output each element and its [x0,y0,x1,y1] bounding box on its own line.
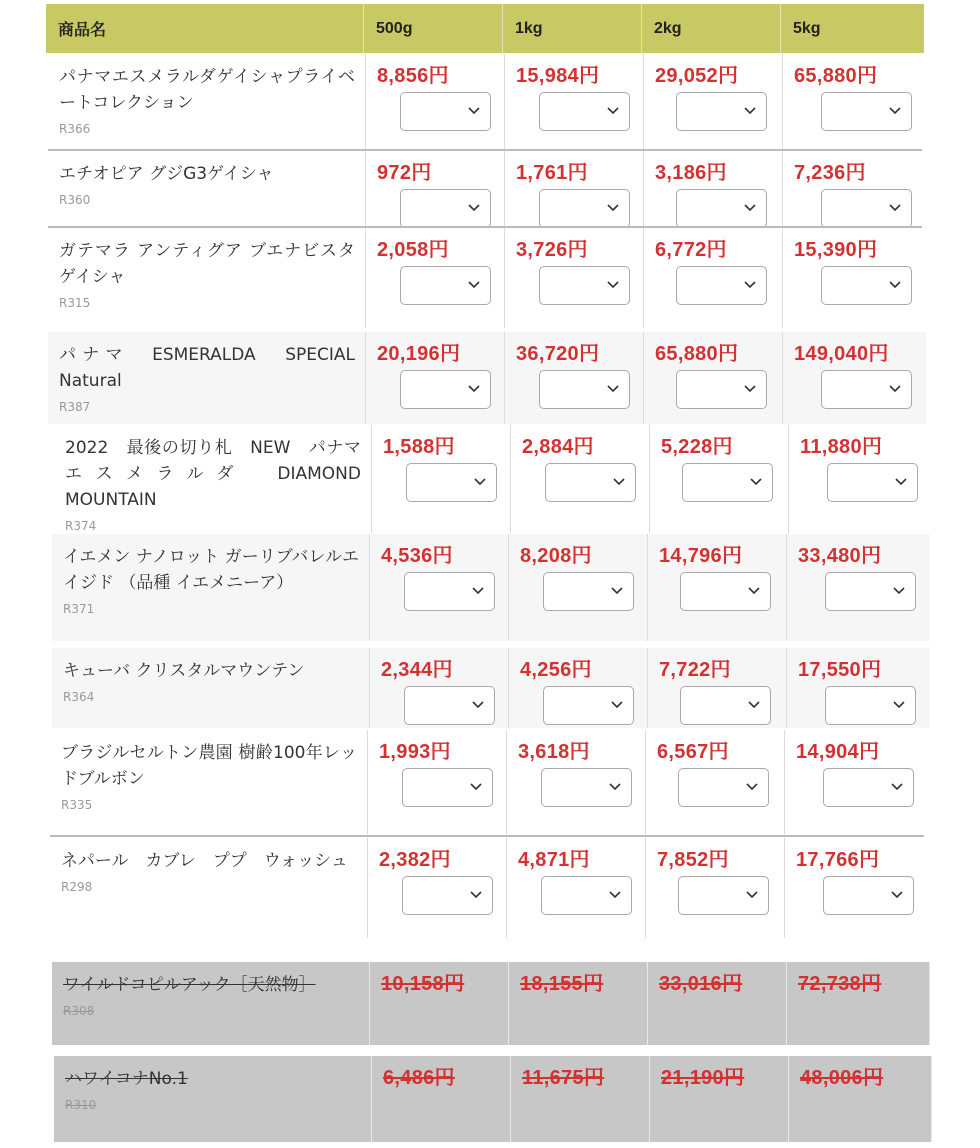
chevron-down-icon [746,891,758,899]
price-value: 8,208円 [520,545,592,567]
price-value: 3,618円 [518,741,590,763]
quantity-select[interactable] [682,463,773,502]
product-name-cell [54,425,378,533]
product-code: R374 [65,519,97,533]
price-cell [370,962,509,1045]
quantity-select[interactable] [676,92,767,131]
quantity-select[interactable] [404,572,495,611]
quantity-select[interactable] [680,686,771,725]
price-cell [648,648,787,728]
chevron-down-icon [744,281,756,289]
table-row [52,962,930,1045]
product-name: ブラジルセルトン農園 樹齢100年レッドブルボン [61,743,357,789]
chevron-down-icon [468,107,480,115]
product-name-cell [50,838,368,938]
chevron-down-icon [889,107,901,115]
chevron-down-icon [891,891,903,899]
product-name-cell [48,151,366,226]
price-cell [505,151,644,226]
price-cell [650,1056,789,1142]
price-cell [785,730,928,835]
price-value: 2,344円 [381,659,453,681]
price-value: 2,058円 [377,239,449,261]
price-value: 972円 [377,162,432,184]
quantity-select[interactable] [680,572,771,611]
product-name-cell [52,962,370,1045]
price-value: 17,766円 [796,849,880,871]
chevron-down-icon [474,478,486,486]
chevron-down-icon [609,891,621,899]
price-cell [644,54,783,149]
product-name-cell [52,648,370,728]
quantity-select[interactable] [400,92,491,131]
price-cell [511,425,650,533]
quantity-select[interactable] [676,266,767,305]
price-value: 15,390円 [794,239,878,261]
chevron-down-icon [746,783,758,791]
price-value: 36,720円 [516,343,600,365]
price-value: 72,738円 [798,973,882,995]
product-name: パナマエスメラルダゲイシャプライベートコレクション [59,67,355,113]
price-value: 14,904円 [796,741,880,763]
quantity-select[interactable] [821,266,912,305]
price-value: 48,006円 [800,1067,884,1089]
price-cell [368,730,507,835]
product-name-cell [52,534,370,641]
product-name: パナマ ESMERALDA SPECIAL Natural [59,345,372,391]
product-name: 2022 最後の切り札 NEW パナマ エスメラルダ DIAMOND MOUNTAIN [65,438,378,510]
chevron-down-icon [468,204,480,212]
chevron-down-icon [607,385,619,393]
quantity-select[interactable] [678,876,769,915]
chevron-down-icon [611,701,623,709]
header-product-name: 商品名 [46,4,364,53]
price-cell [507,838,646,938]
price-cell [509,962,648,1045]
price-value: 20,196円 [377,343,461,365]
price-cell [646,838,785,938]
price-cell [783,54,926,149]
table-header [46,4,924,53]
price-cell [505,228,644,328]
price-value: 4,871円 [518,849,590,871]
price-cell [366,151,505,226]
chevron-down-icon [470,891,482,899]
quantity-select[interactable] [676,370,767,409]
chevron-down-icon [895,478,907,486]
quantity-select[interactable] [543,686,634,725]
quantity-select[interactable] [823,768,914,807]
product-name: エチオピア グジG3ゲイシャ [59,164,274,184]
product-name-cell [54,1056,372,1142]
chevron-down-icon [613,478,625,486]
price-cell [648,962,787,1045]
quantity-select[interactable] [541,876,632,915]
product-name: ハワイコナNo.1 [65,1069,188,1089]
price-cell [366,332,505,424]
quantity-select[interactable] [539,266,630,305]
price-cell [509,534,648,641]
chevron-down-icon [893,587,905,595]
table-row [50,730,928,835]
table-row [52,648,930,728]
table-row [52,534,930,641]
product-code: R298 [61,880,93,894]
price-value: 65,880円 [794,65,878,87]
price-value: 1,761円 [516,162,588,184]
product-code: R335 [61,798,93,812]
product-code: R360 [59,193,91,207]
price-cell [372,425,511,533]
price-cell [505,54,644,149]
price-cell [505,332,644,424]
chevron-down-icon [470,783,482,791]
chevron-down-icon [891,783,903,791]
price-cell [370,534,509,641]
price-value: 2,884円 [522,436,594,458]
price-value: 2,382円 [379,849,451,871]
price-value: 3,186円 [655,162,727,184]
price-value: 1,993円 [379,741,451,763]
price-cell [372,1056,511,1142]
quantity-select[interactable] [402,876,493,915]
price-cell [366,54,505,149]
product-code: R366 [59,122,91,136]
product-name-cell [48,332,372,424]
price-cell [787,534,930,641]
quantity-select[interactable] [821,370,912,409]
price-value: 17,550円 [798,659,882,681]
header-size-1kg: 1kg [503,4,642,53]
price-value: 18,155円 [520,973,604,995]
quantity-select[interactable] [539,370,630,409]
price-value: 6,486円 [383,1067,455,1089]
quantity-select[interactable] [400,266,491,305]
price-cell [366,228,505,328]
price-value: 7,722円 [659,659,731,681]
price-value: 4,256円 [520,659,592,681]
price-cell [787,648,930,728]
quantity-select[interactable] [539,92,630,131]
chevron-down-icon [893,701,905,709]
product-name: ワイルドコピルアック［天然物］ [63,975,316,995]
price-value: 149,040円 [794,343,889,365]
price-cell [789,1056,932,1142]
price-cell [783,151,926,226]
chevron-down-icon [472,701,484,709]
chevron-down-icon [609,783,621,791]
quantity-select[interactable] [821,189,912,228]
quantity-select[interactable] [823,876,914,915]
chevron-down-icon [744,204,756,212]
price-cell [644,332,783,424]
chevron-down-icon [744,107,756,115]
price-cell [783,332,926,424]
chevron-down-icon [607,107,619,115]
price-value: 65,880円 [655,343,739,365]
chevron-down-icon [468,385,480,393]
price-value: 33,016円 [659,973,743,995]
product-code: R387 [59,400,91,414]
product-name-cell [50,730,368,835]
product-code: R308 [63,1004,95,1018]
price-cell [646,730,785,835]
quantity-select[interactable] [676,189,767,228]
product-name: ガテマラ アンティグア ブエナビスタゲイシャ [59,241,355,287]
table-row [48,332,926,424]
chevron-down-icon [468,281,480,289]
quantity-select[interactable] [541,768,632,807]
table-row [48,151,926,226]
price-value: 8,856円 [377,65,449,87]
product-name: イエメン ナノロット ガーリブバレルエイジド （品種 イエメニーア） [63,547,359,593]
quantity-select[interactable] [400,189,491,228]
price-value: 4,536円 [381,545,453,567]
chevron-down-icon [744,385,756,393]
table-row [50,838,928,938]
product-code: R364 [63,690,95,704]
price-value: 7,852円 [657,849,729,871]
price-value: 3,726円 [516,239,588,261]
price-value: 5,228円 [661,436,733,458]
chevron-down-icon [611,587,623,595]
price-value: 7,236円 [794,162,866,184]
product-code: R310 [65,1098,97,1112]
header-size-500g: 500g [364,4,503,53]
price-cell [783,228,926,328]
price-cell [368,838,507,938]
price-value: 21,190円 [661,1067,745,1089]
quantity-select[interactable] [539,189,630,228]
chevron-down-icon [889,281,901,289]
price-cell [650,425,789,533]
price-cell [789,425,932,533]
price-cell [648,534,787,641]
quantity-select[interactable] [406,463,497,502]
chevron-down-icon [750,478,762,486]
product-code: R315 [59,296,91,310]
quantity-select[interactable] [827,463,918,502]
product-code: R371 [63,602,95,616]
product-name: ネパール カブレ ププ ウォッシュ [61,851,348,871]
price-value: 29,052円 [655,65,739,87]
price-value: 15,984円 [516,65,600,87]
price-cell [644,151,783,226]
price-cell [644,228,783,328]
price-cell [785,838,928,938]
quantity-select[interactable] [825,686,916,725]
header-size-2kg: 2kg [642,4,781,53]
header-size-5kg: 5kg [793,19,821,37]
quantity-select[interactable] [678,768,769,807]
product-name-cell [48,54,366,149]
product-name-cell [48,228,366,328]
price-cell [370,648,509,728]
price-cell [509,648,648,728]
quantity-select[interactable] [821,92,912,131]
quantity-select[interactable] [545,463,636,502]
table-row [54,1056,932,1142]
price-value: 1,588円 [383,436,455,458]
chevron-down-icon [607,281,619,289]
chevron-down-icon [748,701,760,709]
quantity-select[interactable] [400,370,491,409]
price-value: 11,675円 [522,1067,605,1089]
table-row [48,228,926,328]
price-value: 6,567円 [657,741,729,763]
table-row [54,425,932,533]
chevron-down-icon [889,385,901,393]
quantity-select[interactable] [402,768,493,807]
price-value: 33,480円 [798,545,882,567]
row-divider [50,835,924,837]
table-row [48,54,926,149]
chevron-down-icon [472,587,484,595]
price-cell [507,730,646,835]
quantity-select[interactable] [404,686,495,725]
chevron-down-icon [607,204,619,212]
price-value: 10,158円 [381,973,465,995]
price-value: 11,880円 [800,436,883,458]
price-cell [511,1056,650,1142]
quantity-select[interactable] [543,572,634,611]
quantity-select[interactable] [825,572,916,611]
chevron-down-icon [889,204,901,212]
price-cell [787,962,930,1045]
price-value: 14,796円 [659,545,743,567]
chevron-down-icon [748,587,760,595]
product-name: キューバ クリスタルマウンテン [63,661,305,681]
price-value: 6,772円 [655,239,727,261]
